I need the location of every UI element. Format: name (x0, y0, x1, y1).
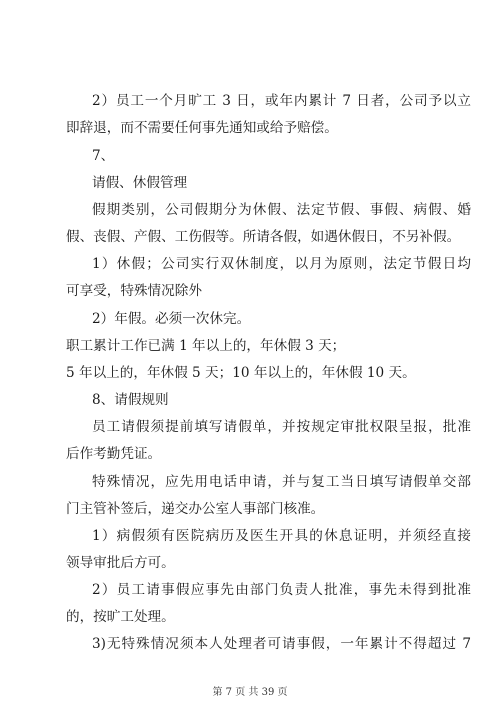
text-line-6: 假、丧假、产假、工伤假等。所请各假，如遇休假日，不另补假。 (66, 229, 461, 245)
text-line-13: 员工请假须提前填写请假单，并按规定审批权限呈报，批准 (92, 419, 471, 435)
section-heading-leave-rules: 8、请假规则 (92, 392, 169, 408)
text-line-19: 2）员工请事假应事先由部门负责人批准，事先未得到批准 (92, 582, 471, 598)
text-line-9: 2）年假。必须一次休完。 (92, 311, 251, 327)
section-heading-leave-management: 请假、休假管理 (92, 175, 188, 191)
text-line-21: 3)无特殊情况须本人处理者可请事假，一年累计不得超过 7 (92, 636, 471, 652)
section-number-7: 7、 (92, 148, 115, 164)
text-line-8: 可享受，特殊情况除外 (66, 283, 202, 299)
text-line-2: 即辞退，而不需要任何事先通知或给予赔偿。 (66, 120, 338, 136)
text-line-7: 1）休假；公司实行双休制度，以月为原则，法定节假日均 (92, 256, 471, 272)
text-line-11: 5 年以上的，年休假 5 天；10 年以上的，年休假 10 天。 (66, 365, 416, 381)
text-line-15: 特殊情况，应先用电话申请，并与复工当日填写请假单交部 (92, 474, 471, 490)
text-line-16: 门主管补签后，递交办公室人事部门核准。 (66, 501, 325, 517)
text-line-20: 的，按旷工处理。 (66, 609, 175, 625)
text-line-18: 领导审批后方可。 (66, 555, 175, 571)
text-line-5: 假期类别，公司假期分为休假、法定节假、事假、病假、婚 (92, 202, 471, 218)
text-line-10: 职工累计工作已满 1 年以上的，年休假 3 天； (66, 338, 346, 354)
text-line-1: 2）员工一个月旷工 3 日，或年内累计 7 日者，公司予以立 (92, 93, 471, 109)
page-footer: 第 7 页 共 39 页 (212, 687, 288, 698)
text-line-17: 1）病假须有医院病历及医生开具的休息证明，并须经直接 (92, 528, 471, 544)
text-line-14: 后作考勤凭证。 (66, 446, 162, 462)
